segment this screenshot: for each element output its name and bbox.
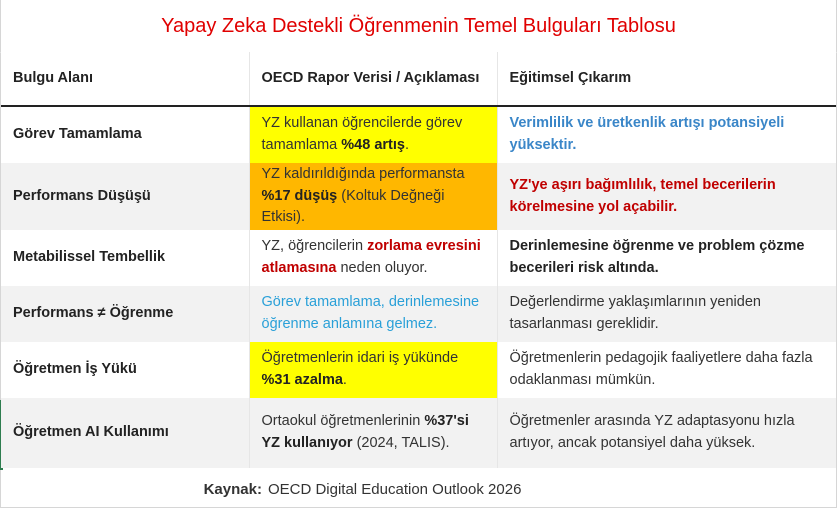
finding-area-cell: Metabilissel Tembellik xyxy=(1,230,249,286)
data-text: YZ, öğrencilerin xyxy=(261,238,368,255)
finding-area-cell: Performans Düşüşü xyxy=(1,163,249,230)
implication-cell: Öğretmenler arasında YZ adaptasyonu hızla artıyor, ancak potansiyel daha yüksek. xyxy=(497,398,836,468)
finding-area-cell: Öğretmen AI Kullanımı xyxy=(1,398,249,468)
finding-area-cell: Performans ≠ Öğrenme xyxy=(1,286,249,342)
page-title: Yapay Zeka Destekli Öğrenmenin Temel Bulguları Tablosu xyxy=(0,0,837,53)
implication-text: YZ'ye aşırı bağımlılık, temel becerilerin körelmesine yol açabilir. xyxy=(509,176,776,215)
implication-cell: Değerlendirme yaklaşımlarının yeniden tasarlanması gereklidir. xyxy=(497,286,836,342)
oecd-data-cell xyxy=(249,163,497,230)
table-header-row xyxy=(1,52,836,106)
data-highlight: %48 artış xyxy=(341,137,405,153)
data-text: . xyxy=(342,372,347,388)
findings-table xyxy=(1,52,836,468)
implication-text: Verimlilik ve üretkenlik artışı potansiyeli yüksektir. xyxy=(509,115,785,153)
table-row xyxy=(1,398,836,468)
data-text: Öğretmenlerin idari iş yükünde xyxy=(261,350,459,367)
implication-cell xyxy=(497,230,836,286)
data-highlight: %31 azalma xyxy=(261,372,343,388)
header-implication: Eğitimsel Çıkarım xyxy=(497,52,836,106)
table-row xyxy=(1,286,836,342)
finding-area-cell: Görev Tamamlama xyxy=(1,106,249,163)
source-note xyxy=(0,470,725,508)
oecd-data-cell xyxy=(249,106,497,163)
oecd-data-cell xyxy=(249,398,497,468)
implication-cell xyxy=(497,163,836,230)
table-row xyxy=(1,342,836,398)
header-finding-area: Bulgu Alanı xyxy=(1,52,249,106)
data-highlight: %37'si YZ kullanıyor xyxy=(261,413,469,451)
source-text: OECD Digital Education Outlook 2026 xyxy=(267,480,522,498)
data-text: neden oluyor. xyxy=(336,260,428,276)
data-highlight: %17 düşüş xyxy=(261,187,338,204)
source-label: Kaynak: xyxy=(203,480,262,498)
data-text: Ortaokul öğretmenlerinin xyxy=(261,413,425,430)
data-text: Görev tamamlama, derinlemesine öğrenme anlamına gelmez. xyxy=(261,294,480,332)
oecd-data-cell xyxy=(249,342,497,398)
implication-cell: Öğretmenlerin pedagojik faaliyetlere daha fazla odaklanması mümkün. xyxy=(509,350,813,388)
data-highlight: zorlama evresini atlamasına xyxy=(261,238,481,276)
table-row xyxy=(1,163,836,230)
oecd-data-cell xyxy=(249,230,497,286)
implication-cell xyxy=(497,106,836,163)
implication-text: Derinlemesine öğrenme ve problem çözme becerileri risk altında. xyxy=(509,238,805,276)
data-text: (2024, TALIS). xyxy=(352,435,450,451)
data-text: . xyxy=(404,137,409,153)
data-text: YZ kullanan öğrencilerde görev tamamlama xyxy=(261,115,463,153)
data-text: YZ kaldırıldığında performansta xyxy=(261,165,465,182)
finding-area-cell: Öğretmen İş Yükü xyxy=(1,342,249,398)
oecd-data-cell xyxy=(249,286,497,342)
header-oecd-data: OECD Rapor Verisi / Açıklaması xyxy=(249,52,497,106)
table-row xyxy=(1,106,836,163)
data-text: (Koltuk Değneği Etkisi). xyxy=(261,187,445,226)
table-row xyxy=(1,230,836,286)
